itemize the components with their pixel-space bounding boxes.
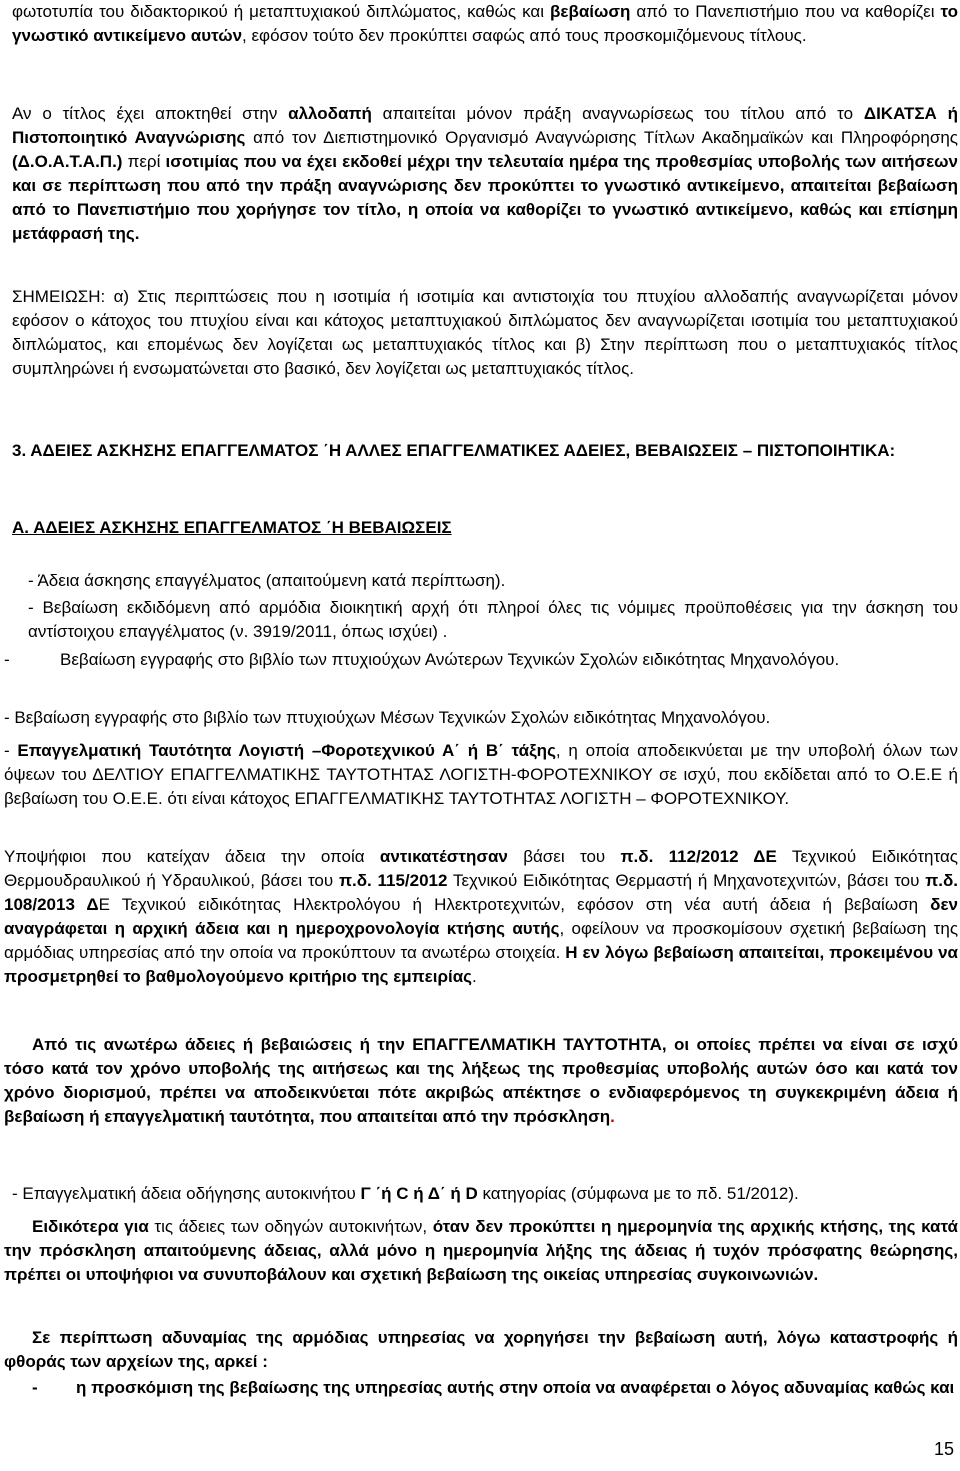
text-span: , η οποία αποδεικνύεται με την υποβολή όλων των όψεων του ΔΕΛΤΙΟΥ ΕΠΑΓΓΕΛΜΑΤΙΚΗΣ ΤΑΥΤΟΤΗΤΑΣ ΛΟΓΙΣΤΗ-ΦΟΡΟΤΕΧΝΙΚΟΥ σε ισχύ, που εκδίδεται από το Ο.Ε.Ε ή βεβαίωση του Ο.Ε.Ε. ότι είναι κάτοχος ΕΠΑΓΓΕΛΜΑΤΙΚΗΣ ΤΑΥΤΟΤΗΤΑΣ ΛΟΓΙΣΤΗ – ΦΟΡΟΤΕΧΝΙΚΟΥ. [4, 741, 959, 808]
text-span: - Επαγγελματική άδεια οδήγησης αυτοκινήτου [12, 1184, 361, 1203]
text-span: Υποψήφιοι που κατείχαν άδεια την οποία [4, 847, 380, 866]
paragraph-degree-certificate [12, 0, 958, 48]
bold-span: Ειδικότερα για [32, 1217, 149, 1236]
bold-span: δεν αναγράφεται η αρχική άδεια και η ημεροχρονολογία κτήσης αυτής [4, 895, 958, 938]
bold-span: π.δ. 115/2012 [338, 871, 448, 890]
list-item-hanging [4, 648, 958, 672]
paragraph-specific-drivers [4, 1215, 958, 1287]
page-number: 15 [933, 1439, 954, 1459]
list-item-professional-id [4, 739, 958, 811]
red-period: . [610, 1107, 615, 1126]
list-dash: - [4, 650, 10, 669]
list-item-text: Βεβαίωση εγγραφής στο βιβλίο των πτυχιούχων Ανώτερων Τεχνικών Σχολών ειδικότητας Μηχανολόγου. [60, 650, 840, 669]
section-3-heading: 3. ΑΔΕΙΕΣ ΑΣΚΗΣΗΣ ΕΠΑΓΓΕΛΜΑΤΟΣ ΄Η ΑΛΛΕΣ ΕΠΑΓΓΕΛΜΑΤΙΚΕΣ ΑΔΕΙΕΣ, ΒΕΒΑΙΩΣΕΙΣ – ΠΙΣΤΟΠΟΙΗΤΙΚΑ: [12, 441, 896, 460]
text-span: . [472, 967, 477, 986]
bold-span: Η εν λόγω βεβαίωση απαιτείται, προκειμένου να προσμετρηθεί το βαθμολογούμενο κριτήριο της εμπειρίας [4, 943, 958, 986]
section-a-subheading: Α. ΑΔΕΙΕΣ ΑΣΚΗΣΗΣ ΕΠΑΓΓΕΛΜΑΤΟΣ ΄Η ΒΕΒΑΙΩΣΕΙΣ [12, 518, 452, 537]
list-dash: - [32, 1378, 38, 1397]
note-label: ΣΗΜΕΙΩΣΗ [12, 287, 101, 306]
text-span: : α) Στις περιπτώσεις που η ισοτιμία ή ισοτιμία και αντιστοιχία του πτυχίου αλλοδαπής αναγνωρίζεται μόνον εφόσον ο κάτοχος του πτυχίου είναι και κάτοχος μεταπτυχιακού διπλώματος δεν αναγνωρίζεται ισοτιμία του μεταπτυχιακού διπλώματος, και επομένως δεν λογίζεται ως μεταπτυχιακός τίτλος και β) Στην περίπτωση που ο μεταπτυχιακός τίτλος συμπληρώνει ή ενσωματώνεται στο βασικό, δεν λογίζεται ως μεταπτυχιακός τίτλος. [12, 287, 958, 378]
text-span: από τον Διεπιστημονικό Οργανισμό Αναγνώρισης Τίτλων Ακαδημαϊκών και Πληροφόρησης [245, 128, 958, 147]
paragraph-note [12, 285, 958, 381]
list-item-hanging [4, 1376, 958, 1400]
paragraph-validity [4, 1033, 958, 1129]
bold-span: αντικατέστησαν [379, 847, 508, 866]
text-span: , οφείλουν να προσκομίσουν σχετική βεβαίωση της αρμόδιας υπηρεσίας από την οποία να προκύπτουν τα ανωτέρω στοιχεία. [4, 919, 959, 962]
text-span: απαιτείται μόνον πράξη αναγνωρίσεως του τίτλου από το [371, 104, 864, 123]
text-span: περί [122, 152, 166, 171]
paragraph-inability: Σε περίπτωση αδυναμίας της αρμόδιας υπηρεσίας να χορηγήσει την βεβαίωση αυτή, λόγω καταστροφής ή φθοράς των αρχείων της, αρκεί : [4, 1328, 958, 1371]
bold-span: Επαγγελματική Ταυτότητα Λογιστή –Φοροτεχνικού Α΄ ή Β΄ τάξης [17, 741, 556, 760]
bold-span: αλλοδαπή [288, 104, 372, 123]
bold-span: (Δ.Ο.Α.Τ.Α.Π.) [12, 152, 123, 171]
text-span: βάσει του [507, 847, 621, 866]
list-item: - Βεβαίωση εγγραφής στο βιβλίο των πτυχιούχων Μέσων Τεχνικών Σχολών ειδικότητας Μηχανολόγου. [4, 708, 771, 727]
text-span: κατηγορίας (σύμφωνα με το πδ. 51/2012). [477, 1184, 799, 1203]
bold-span: Γ ΄ή C ή Δ΄ ή D [360, 1184, 478, 1203]
text-span: τις άδειες των οδηγών αυτοκινήτων, [148, 1217, 433, 1236]
bold-span: π.δ. 112/2012 ΔΕ [620, 847, 777, 866]
text-span: Αν ο τίτλος έχει αποκτηθεί στην [12, 104, 289, 123]
text-span: Τεχνικού Ειδικότητας Θερμαστή ή Μηχανοτεχνιτών, βάσει του [447, 871, 926, 890]
paragraph-driving-license [12, 1182, 958, 1206]
text-span: από το Πανεπιστήμιο που να καθορίζει [630, 2, 941, 21]
bold-span: το γνωστικό αντικείμενο αυτών [12, 2, 958, 45]
bold-span: Από τις ανωτέρω άδειες ή βεβαιώσεις ή την ΕΠΑΓΓΕΛΜΑΤΙΚΗ ΤΑΥΤΟΤΗΤΑ, οι οποίες πρέπει να είναι σε ισχύ τόσο κατά τον χρόνο υποβολής της αιτήσεως και της λήξεως της προθεσμίας υποβολής αυτών όσο και κατά τον χρόνο διορισμού, πρέπει να αποδεικνύεται πότε ακριβώς απέκτησε ο ενδιαφερόμενος τη συγκεκριμένη άδεια ή βεβαίωση ή επαγγελματική ταυτότητα, που απαιτείται από την πρόσκληση [4, 1035, 958, 1126]
bold-span: όταν δεν προκύπτει η ημερομηνία της αρχικής κτήσης, της κατά την πρόσκληση απαιτούμενης άδειας, αλλά μόνο η ημερομηνία λήξης της άδειας ή τυχόν πρόσφατης θεώρησης, πρέπει οι υποψήφιοι να συνυποβάλουν και σχετική βεβαίωση της οικείας υπηρεσίας συγκοινωνιών. [4, 1217, 959, 1284]
bold-span: π.δ. 108/2013 Δ [4, 871, 958, 914]
text-span: Ε Τεχνικού ειδικότητας Ηλεκτρολόγου ή Ηλεκτροτεχνιτών, εφόσον στη νέα αυτή άδεια ή βεβαίωση [98, 895, 931, 914]
list-item: - Βεβαίωση εκδιδόμενη από αρμόδια διοικητική αρχή ότι πληροί όλες τις νόμιμες προϋποθέσεις για την άσκηση του αντίστοιχου επαγγέλματος (ν. 3919/2011, όπως ισχύει) . [28, 598, 958, 641]
bold-span: ισοτιμίας που να έχει εκδοθεί μέχρι την τελευταία ημέρα της προθεσμίας υποβολής των αιτήσεων και σε περίπτωση που από την πράξη αναγνώρισης δεν προκύπτει το γνωστικό αντικείμενο, απαιτείται βεβαίωση από το Πανεπιστήμιο που χορήγησε τον τίτλο, η οποία να καθορίζει το γνωστικό αντικείμενο, καθώς και επίσημη μετάφρασή της. [12, 152, 958, 243]
text-span: Τεχνικού Ειδικότητας Θερμουδραυλικού ή Υδραυλικού, βάσει του [4, 847, 958, 890]
bold-span: βεβαίωση [550, 2, 631, 21]
paragraph-foreign-degree [12, 102, 958, 246]
paragraph-candidates [4, 845, 958, 989]
text-span: , εφόσον τούτο δεν προκύπτει σαφώς από τους προσκομιζόμενους τίτλους. [242, 26, 807, 45]
list-item: - Άδεια άσκησης επαγγέλματος (απαιτούμενη κατά περίπτωση). [28, 571, 506, 590]
list-item-text: η προσκόμιση της βεβαίωσης της υπηρεσίας αυτής στην οποία να αναφέρεται ο λόγος αδυναμίας καθώς και [76, 1378, 955, 1397]
bold-span: ΔΙΚΑΤΣΑ ή Πιστοποιητικό Αναγνώρισης [12, 104, 958, 147]
text-span: - [4, 741, 18, 760]
text-span: φωτοτυπία του διδακτορικού ή μεταπτυχιακού διπλώματος, καθώς και [12, 2, 550, 21]
